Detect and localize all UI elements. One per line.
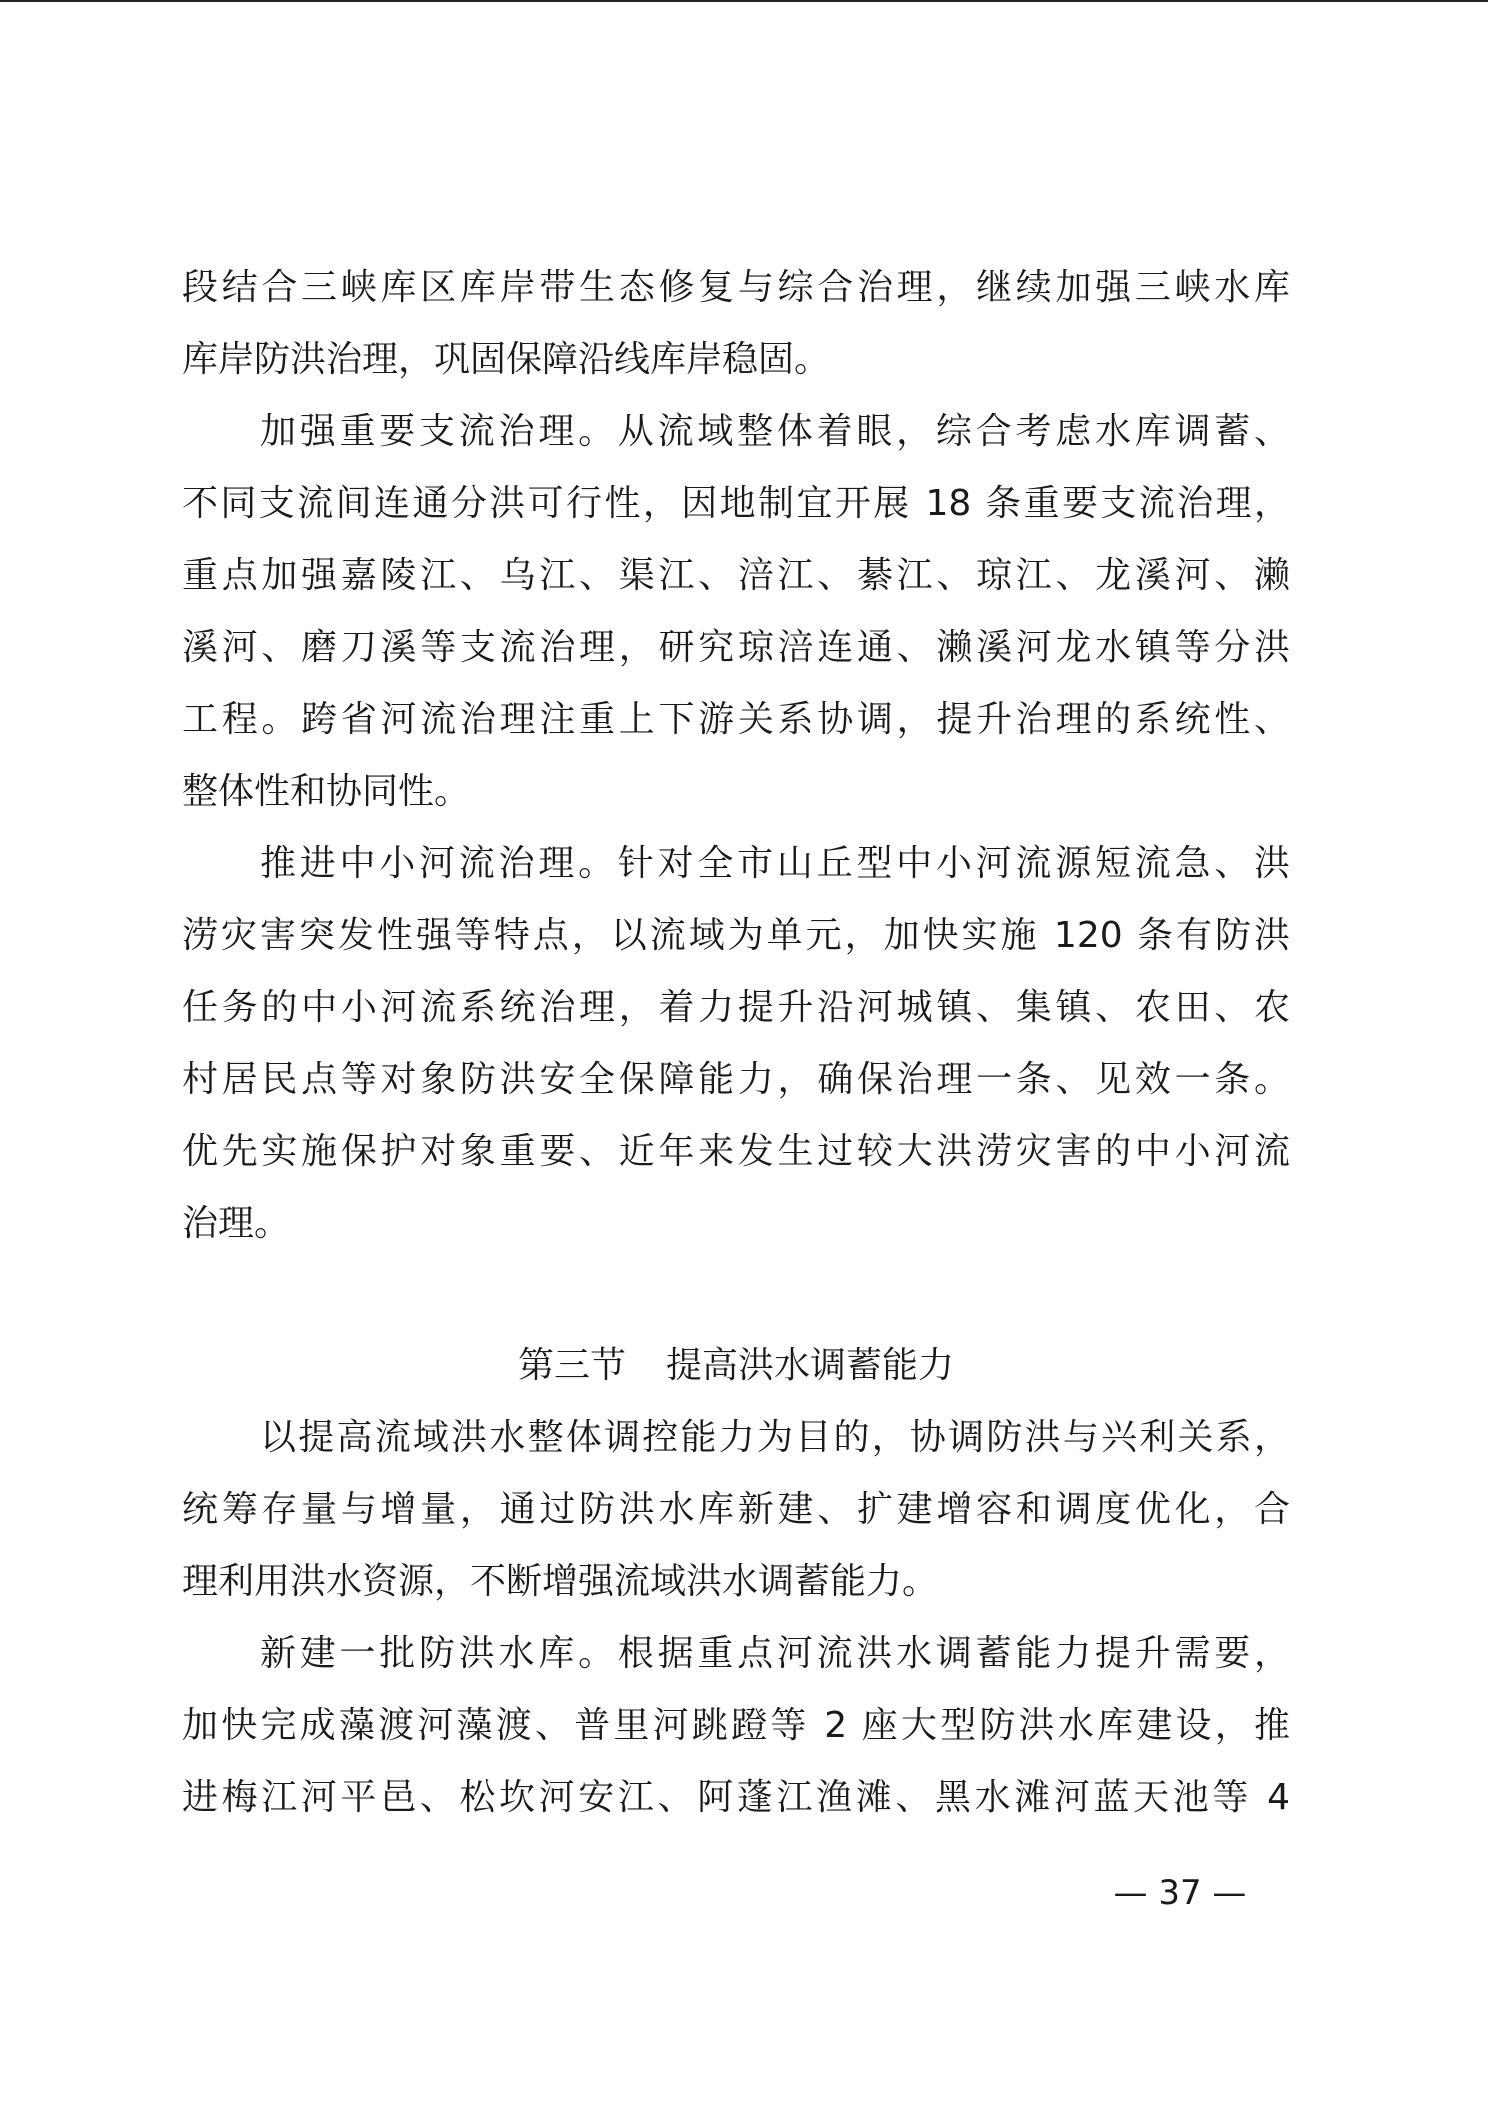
text-line: 重点加强嘉陵江、乌江、渠江、涪江、綦江、琼江、龙溪河、濑 bbox=[182, 555, 1290, 596]
text-line: 溪河、磨刀溪等支流治理，研究琼涪连通、濑溪河龙水镇等分洪 bbox=[182, 627, 1290, 668]
text-line: 治理。 bbox=[182, 1203, 291, 1244]
text-line: 段结合三峡库区库岸带生态修复与综合治理，继续加强三峡水库 bbox=[182, 267, 1290, 308]
paragraph bbox=[182, 396, 1290, 828]
document-body bbox=[182, 252, 1290, 1834]
text-line: 理利用洪水资源，不断增强流域洪水调蓄能力。 bbox=[182, 1561, 939, 1602]
text-line: 优先实施保护对象重要、近年来发生过较大洪涝灾害的中小河流 bbox=[182, 1131, 1290, 1172]
text-line: 统筹存量与增量，通过防洪水库新建、扩建增容和调度优化，合 bbox=[182, 1489, 1290, 1530]
text-line: 不同支流间连通分洪可行性，因地制宜开展 18 条重要支流治理， bbox=[182, 483, 1290, 524]
section-number: 第三节 bbox=[517, 1345, 626, 1386]
paragraph bbox=[182, 828, 1290, 1260]
text-line: 任务的中小河流系统治理，着力提升沿河城镇、集镇、农田、农 bbox=[182, 987, 1290, 1028]
text-line: 进梅江河平邑、松坎河安江、阿蓬江渔滩、黑水滩河蓝天池等 4 bbox=[182, 1777, 1290, 1818]
text-line: 加强重要支流治理。从流域整体着眼，综合考虑水库调蓄、 bbox=[260, 411, 1290, 452]
text-line: 推进中小河流治理。针对全市山丘型中小河流源短流急、洪 bbox=[260, 843, 1290, 884]
section-heading bbox=[182, 1330, 1290, 1402]
text-line: 工程。跨省河流治理注重上下游关系协调，提升治理的系统性、 bbox=[182, 699, 1290, 740]
text-line: 库岸防洪治理，巩固保障沿线库岸稳固。 bbox=[182, 339, 831, 380]
paragraph bbox=[182, 1402, 1290, 1618]
text-line: 涝灾害突发性强等特点，以流域为单元，加快实施 120 条有防洪 bbox=[182, 915, 1290, 956]
text-line: 村居民点等对象防洪安全保障能力，确保治理一条、见效一条。 bbox=[182, 1059, 1290, 1100]
section-title: 提高洪水调蓄能力 bbox=[666, 1345, 955, 1386]
text-line: 以提高流域洪水整体调控能力为目的，协调防洪与兴利关系， bbox=[260, 1417, 1290, 1458]
paragraph bbox=[182, 1618, 1290, 1834]
top-border-line bbox=[0, 0, 1488, 2]
section-spacer bbox=[182, 1260, 1290, 1330]
text-line: 加快完成藻渡河藻渡、普里河跳蹬等 2 座大型防洪水库建设，推 bbox=[182, 1705, 1290, 1746]
text-line: 整体性和协同性。 bbox=[182, 771, 471, 812]
page-number: — 37 — bbox=[1113, 1873, 1247, 1913]
text-line: 新建一批防洪水库。根据重点河流洪水调蓄能力提升需要， bbox=[260, 1633, 1290, 1674]
paragraph bbox=[182, 252, 1290, 396]
